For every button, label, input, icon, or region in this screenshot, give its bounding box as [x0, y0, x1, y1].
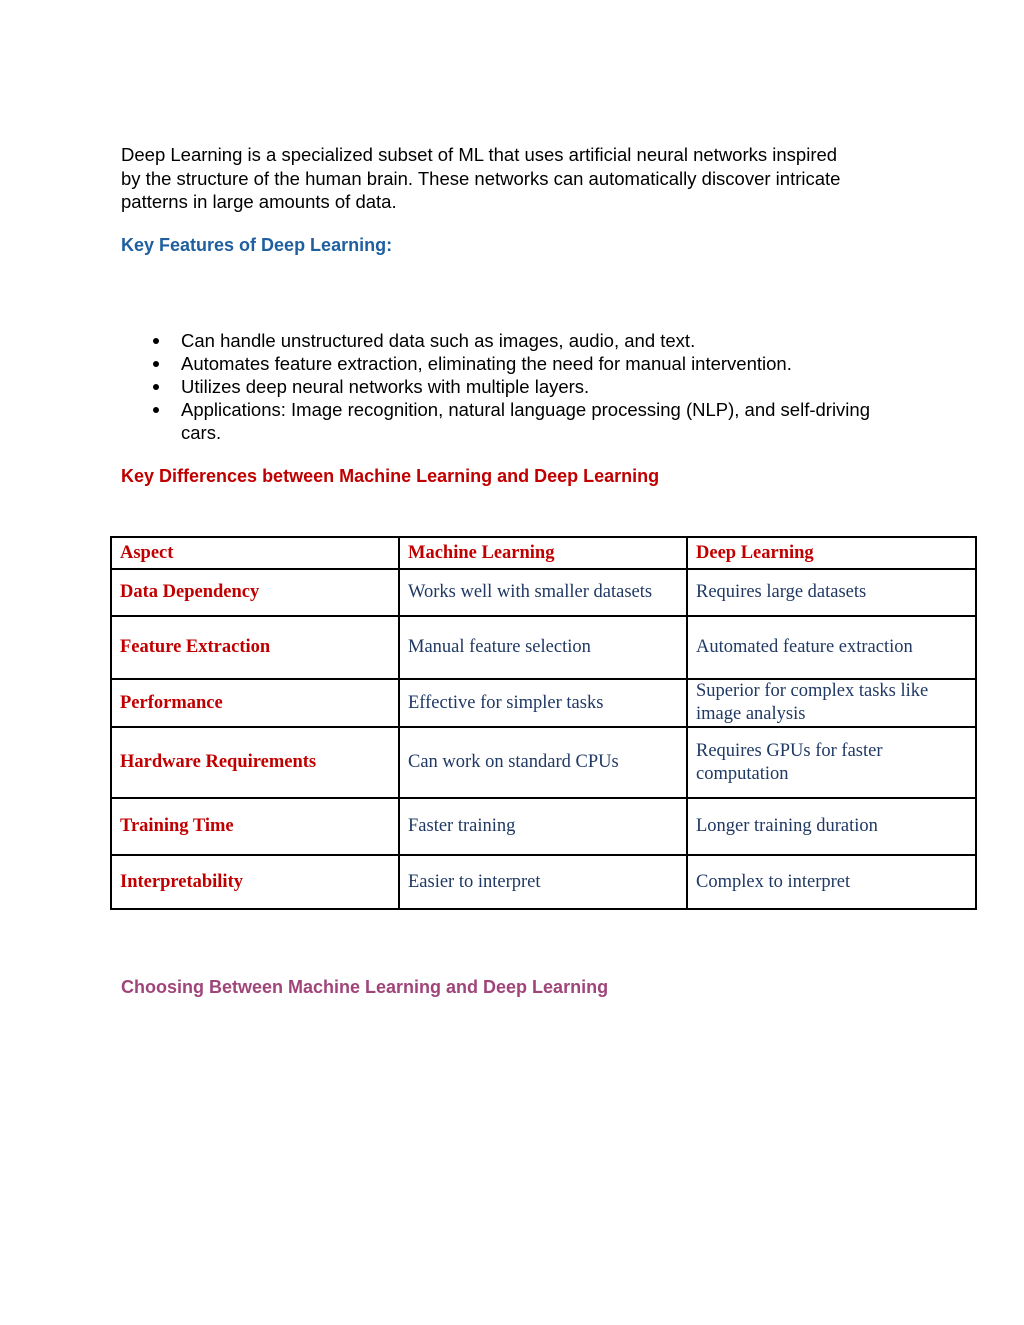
bullet-icon: [153, 407, 159, 413]
list-item-text: Can handle unstructured data such as images, audio, and text.: [181, 330, 696, 351]
ml-cell: Manual feature selection: [399, 616, 687, 679]
intro-line: patterns in large amounts of data.: [121, 191, 397, 212]
features-heading: Key Features of Deep Learning:: [121, 235, 393, 255]
table-row: [111, 798, 976, 855]
row-label: Data Dependency: [111, 569, 399, 616]
header-cell-machine-learning: Machine Learning: [399, 537, 687, 569]
table-row: [111, 616, 976, 679]
dl-cell: Superior for complex tasks like image analysis: [687, 679, 976, 727]
list-item: [145, 375, 885, 398]
row-label: Hardware Requirements: [111, 727, 399, 798]
bullet-icon: [153, 384, 159, 390]
list-item-text: Utilizes deep neural networks with multiple layers.: [181, 376, 590, 397]
list-item: [145, 329, 885, 352]
bullet-icon: [153, 338, 159, 344]
row-label: Training Time: [111, 798, 399, 855]
ml-cell: Easier to interpret: [399, 855, 687, 909]
header-cell-deep-learning: Deep Learning: [687, 537, 976, 569]
list-item: [145, 352, 885, 375]
row-label: Feature Extraction: [111, 616, 399, 679]
list-item-text: Automates feature extraction, eliminating the need for manual intervention.: [181, 353, 792, 374]
ml-cell: Faster training: [399, 798, 687, 855]
table-header-row: [111, 537, 976, 569]
dl-cell: Requires large datasets: [687, 569, 976, 616]
features-list: [145, 329, 885, 444]
list-item: [145, 398, 885, 444]
dl-cell: Requires GPUs for faster computation: [687, 727, 976, 798]
table-row: [111, 727, 976, 798]
table-row: [111, 569, 976, 616]
intro-line: by the structure of the human brain. These networks can automatically discover intricate: [121, 167, 841, 189]
bullet-icon: [153, 361, 159, 367]
row-label: Interpretability: [111, 855, 399, 909]
choosing-heading: Choosing Between Machine Learning and Deep Learning: [121, 977, 609, 997]
row-label: Performance: [111, 679, 399, 727]
header-cell-aspect: Aspect: [111, 537, 399, 569]
ml-cell: Can work on standard CPUs: [399, 727, 687, 798]
table-row: [111, 679, 976, 727]
comparison-table: [110, 536, 977, 910]
list-item-text: Applications: Image recognition, natural language processing (NLP), and self-driving cars.: [181, 399, 870, 443]
dl-cell: Complex to interpret: [687, 855, 976, 909]
table-row: [111, 855, 976, 909]
ml-cell: Works well with smaller datasets: [399, 569, 687, 616]
dl-cell: Automated feature extraction: [687, 616, 976, 679]
intro-paragraph: [121, 143, 921, 214]
ml-cell: Effective for simpler tasks: [399, 679, 687, 727]
dl-cell: Longer training duration: [687, 798, 976, 855]
intro-line: Deep Learning is a specialized subset of ML that uses artificial neural networks inspired: [121, 144, 838, 165]
differences-heading: Key Differences between Machine Learning and Deep Learning: [121, 466, 660, 486]
